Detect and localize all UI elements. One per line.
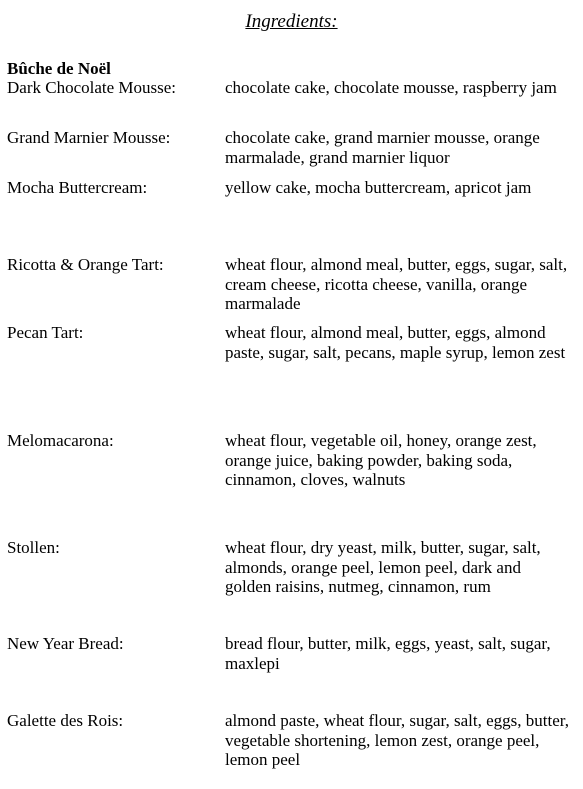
- item-ingredients: almond paste, wheat flour, sugar, salt, eggs, butter, vegetable shortening, lemon zest, orange peel, lemon peel: [225, 711, 570, 770]
- section-heading: Bûche de Noël: [7, 59, 111, 78]
- item-name: Grand Marnier Mousse:: [7, 128, 171, 147]
- item-ingredients: yellow cake, mocha buttercream, apricot jam: [225, 178, 532, 197]
- item-name: New Year Bread:: [7, 634, 124, 653]
- item-name: Pecan Tart:: [7, 323, 84, 342]
- item-name: Ricotta & Orange Tart:: [7, 255, 164, 274]
- item-ingredients: wheat flour, almond meal, butter, eggs, almond paste, sugar, salt, pecans, maple syrup, lemon zest: [225, 323, 566, 362]
- item-name: Galette des Rois:: [7, 711, 124, 730]
- item-name: Stollen:: [7, 538, 60, 557]
- item-ingredients: wheat flour, vegetable oil, honey, orange zest, orange juice, baking powder, baking soda, cinnamon, cloves, walnuts: [225, 431, 537, 490]
- item-name: Mocha Buttercream:: [7, 178, 148, 197]
- item-name: Dark Chocolate Mousse:: [7, 78, 177, 97]
- item-ingredients: wheat flour, almond meal, butter, eggs, sugar, salt, cream cheese, ricotta cheese, vanilla, orange marmalade: [225, 255, 568, 314]
- item-ingredients: chocolate cake, grand marnier mousse, orange marmalade, grand marnier liquor: [225, 128, 540, 167]
- item-ingredients: bread flour, butter, milk, eggs, yeast, salt, sugar, maxlepi: [225, 634, 551, 673]
- item-ingredients: wheat flour, dry yeast, milk, butter, sugar, salt, almonds, orange peel, lemon peel, dark and golden raisins, nutmeg, cinnamon, rum: [225, 538, 541, 597]
- page-title: Ingredients:: [245, 11, 338, 32]
- item-ingredients: chocolate cake, chocolate mousse, raspberry jam: [225, 78, 557, 97]
- item-name: Melomacarona:: [7, 431, 114, 450]
